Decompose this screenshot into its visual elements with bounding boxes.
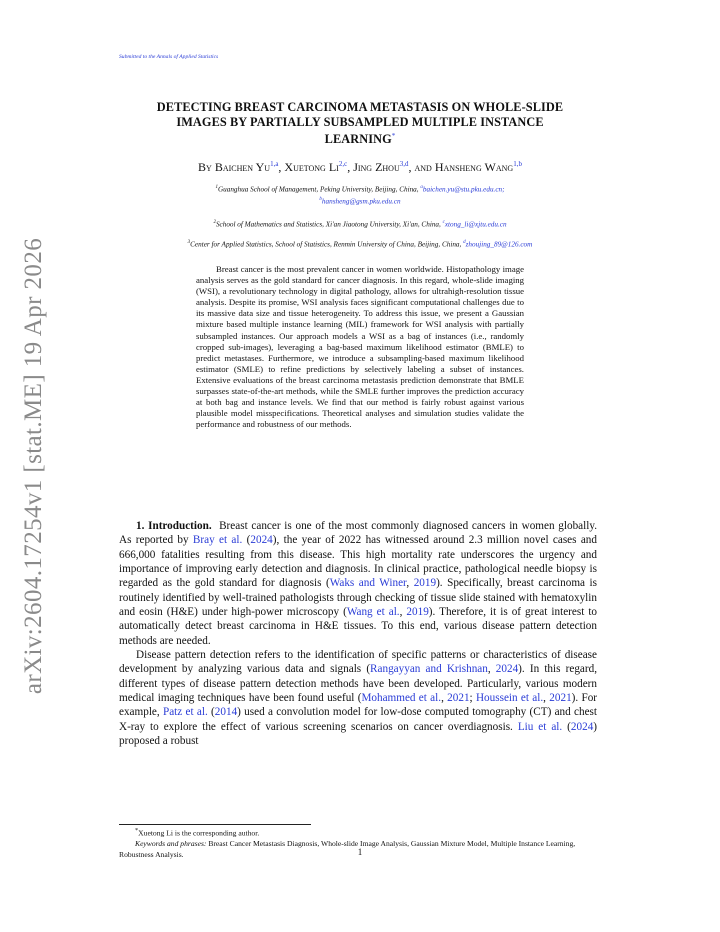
email-link-b[interactable]: hansheng@gsm.pku.edu.cn xyxy=(321,197,401,206)
author-2-affiliation[interactable]: 2,c xyxy=(338,160,348,168)
citation-liu[interactable]: Liu et al. xyxy=(517,720,563,733)
citation-patz-year[interactable]: 2014 xyxy=(214,706,238,719)
affiliation-2: $^2$School of Mathematics and Statistics, Xi'an Jiaotong University, Xi'an, China, $^c$xtong_li@xjtu.edu.cn xyxy=(213,220,507,229)
email-link-a[interactable]: baichen.yu@stu.pku.edu.cn; xyxy=(422,185,505,194)
introduction-section xyxy=(119,519,597,749)
citation-bray[interactable]: Bray et al. xyxy=(192,534,243,547)
page-number: 1 xyxy=(357,847,363,857)
abstract: Breast cancer is the most prevalent cancer in women worldwide. Histopathology image analysis serves as the gold standard for cancer diagnosis. In this regard, whole-slide imaging (WSI), a revolutionary technology in digital pathology, allows for ultrahigh-resolution tissue analysis. Despite its promise, WSI analysis faces significant computational challenges due to its massive data size and tissue heterogeneity. To address this issue, we present a Gaussian mixture based multiple instance learning (MIL) framework for WSI analysis with partially subsampled instances. Our approach models a WSI as a bag of instances (i.e., randomly cropped sub-images), leveraging a bag-based maximum likelihood estimator (BMLE) to predict metastases. Furthermore, we introduce a subsampling-based maximum likelihood estimator (SMLE) to refine predictions by selectively labeling a subset of instances. Extensive evaluations of the breast carcinoma metastasis prediction demonstrate that BMLE surpasses state-of-the-art methods, while the SMLE further improves the prediction accuracy at both bag and instance levels. We find that our method is fairly robust against various plausible model misspecifications. Theoretical analyses and simulation studies validate the performance and robustness of our methods. xyxy=(196,264,524,430)
citation-patz[interactable]: Patz et al. xyxy=(162,706,208,719)
title-footnote-mark[interactable]: * xyxy=(391,132,396,141)
by-label: By xyxy=(198,160,212,174)
citation-houssein-year[interactable]: 2021 xyxy=(549,692,572,705)
citation-rangayyan-year[interactable]: 2024 xyxy=(495,663,519,676)
citation-bray-year[interactable]: 2024 xyxy=(250,534,273,547)
title-line-3: LEARNING* xyxy=(324,132,396,147)
footnote-divider xyxy=(119,824,311,825)
affiliation-3: $^3$Center for Applied Statistics, School of Statistics, Renmin University of China, Beijing, China, $^d$zhoujing_89@126.com xyxy=(187,240,533,249)
title-line-2: IMAGES BY PARTIALLY SUBSAMPLED MULTIPLE INSTANCE xyxy=(176,114,544,129)
citation-wang[interactable]: Wang et al. xyxy=(346,606,400,619)
author-1-affiliation[interactable]: 1,a xyxy=(270,160,279,168)
author-1: Baichen Yu xyxy=(214,160,271,174)
citation-liu-year[interactable]: 2024 xyxy=(570,720,594,733)
author-3-affiliation[interactable]: 3,d xyxy=(399,160,409,168)
citation-waks-year[interactable]: 2019 xyxy=(413,577,437,590)
paper-title xyxy=(120,100,600,147)
email-link-d[interactable]: zhoujing_89@126.com xyxy=(465,240,533,249)
author-4-affiliation[interactable]: 1,b xyxy=(513,160,522,168)
submitted-note: Submitted to the Annals of Applied Statistics xyxy=(119,54,219,60)
intro-paragraph-1: 1. Introduction. Breast cancer is one of the most commonly diagnosed cancers in women globally. As reported by Bray et al. (2024), the year of 2022 has witnessed around 2.3 million novel cases and 666,000 fatalities resulting from this disease. This high mortality rate underscores the urgency and importance of improving early detection and diagnosis. In clinical practice, pathological needle biopsy is regarded as the gold standard for diagnosis (Waks and Winer, 2019). Specifically, breast carcinoma is routinely identified by well-trained pathologists through checking of tissue slide stained with hematoxylin and eosin (H&E) under high-power microscopy (Wang et al., 2019). Therefore, it is of great interest to automatically detect breast carcinoma in H&E tissues. To this end, various disease pattern detection methods are needed. xyxy=(119,520,598,647)
author-2: Xuetong Li xyxy=(284,160,339,174)
title-line-1: DETECTING BREAST CARCINOMA METASTASIS ON WHOLE-SLIDE xyxy=(156,100,564,114)
intro-paragraph-2: Disease pattern detection refers to the identification of specific patterns or characteristics of disease development by analyzing various data and signals (Rangayyan and Krishnan, 2024). In this regard, different types of disease pattern detection methods have been developed. Particularly, various modern medical imaging techniques have been found useful (Mohammed et al., 2021; Houssein et al., 2021). For example, Patz et al. (2014) used a convolution model for low-dose computed tomography (CT) and chest X-ray to explore the effect of various screening scenarios on cancer overdiagnosis. Liu et al. (2024) proposed a robust xyxy=(119,649,598,748)
citation-rangayyan[interactable]: Rangayyan and Krishnan xyxy=(370,663,488,676)
affiliation-1: $^1$Guanghua School of Management, Peking University, Beijing, China, $^a$baichen.yu@stu.pku.edu.cn; $^b$hansheng@gsm.pku.edu.cn xyxy=(215,185,505,206)
email-link-c[interactable]: xtong_li@xjtu.edu.cn xyxy=(444,220,507,229)
citation-mohammed[interactable]: Mohammed et al. xyxy=(361,692,442,705)
citation-mohammed-year[interactable]: 2021 xyxy=(447,692,470,705)
author-3: Jing Zhou xyxy=(353,160,400,174)
section-heading: 1. Introduction. xyxy=(136,520,212,532)
author-list: By Baichen Yu$^{1,a}$, Xuetong Li$^{2,c}$, Jing Zhou$^{3,d}$, and Hansheng Wang$^{1,b}$ xyxy=(198,160,522,174)
citation-wang-year[interactable]: 2019 xyxy=(406,606,429,619)
arxiv-identifier[interactable]: arXiv:2604.17254v1 [stat.ME] 19 Apr 2026 xyxy=(20,237,47,695)
keywords-note: Keywords and phrases: Breast Cancer Metastasis Diagnosis, Whole-slide Image Analysis, Gaussian Mixture Model, Multiple Instance Learning, Robustness Analysis. xyxy=(119,839,576,859)
citation-houssein[interactable]: Houssein et al. xyxy=(475,692,544,705)
author-4: Hansheng Wang xyxy=(434,160,514,174)
citation-waks[interactable]: Waks and Winer xyxy=(329,577,407,590)
corresponding-author-note: *Xuetong Li is the corresponding author. xyxy=(135,827,260,838)
